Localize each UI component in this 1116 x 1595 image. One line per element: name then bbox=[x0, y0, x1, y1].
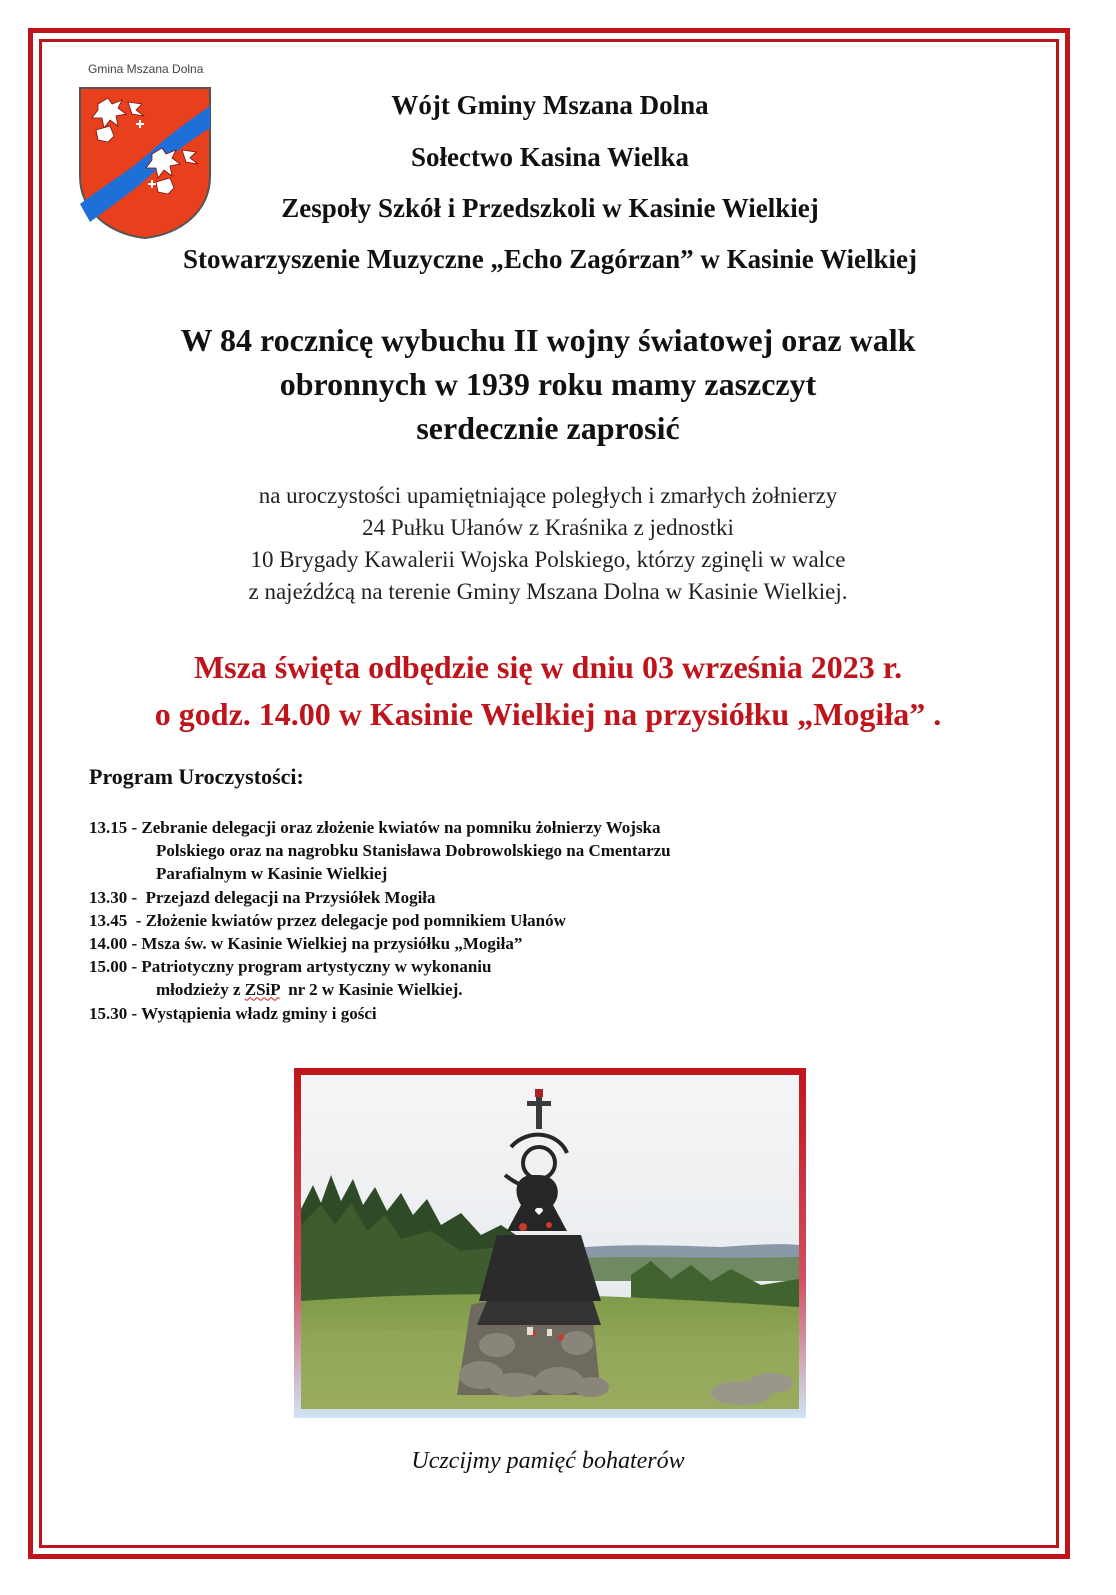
program-item bbox=[89, 932, 849, 955]
organizer-line: Sołectwo Kasina Wielka bbox=[410, 142, 690, 172]
headline-line: serdecznie zaprosić bbox=[416, 410, 680, 446]
program-item-line: 14.00 - Msza św. w Kasinie Wielkiej na przysiółku „Mogiła” bbox=[89, 934, 523, 954]
school-abbreviation: ZSiP bbox=[244, 980, 280, 1000]
program-title: Program Uroczystości: bbox=[89, 764, 304, 789]
description-line: z najeźdźcą na terenie Gminy Mszana Dolna w Kasinie Wielkiej. bbox=[248, 579, 848, 604]
program-item bbox=[89, 1002, 849, 1025]
mass-announcement-line: Msza święta odbędzie się w dniu 03 września 2023 r. bbox=[193, 649, 903, 685]
organizer-line: Zespoły Szkół i Przedszkoli w Kasinie Wielkiej bbox=[281, 193, 819, 223]
program-item-line: 13.15 - Zebranie delegacji oraz złożenie kwiatów na pomniku żołnierzy Wojska bbox=[89, 818, 661, 837]
description-line: 10 Brygady Kawalerii Wojska Polskiego, którzy zginęli w walce bbox=[250, 547, 846, 572]
headline-line: obronnych w 1939 roku mamy zaszczyt bbox=[279, 366, 817, 402]
closing-tagline: Uczcijmy pamięć bohaterów bbox=[411, 1448, 685, 1474]
organizer-line: Wójt Gminy Mszana Dolna bbox=[391, 90, 709, 120]
program-item bbox=[89, 816, 849, 886]
program-item-continuation bbox=[89, 978, 849, 1001]
program-item-line: 15.30 - Wystąpienia władz gminy i gości bbox=[89, 1003, 377, 1023]
description-line: na uroczystości upamiętniające poległych i zmarłych żołnierzy bbox=[258, 483, 838, 508]
program-text: nr 2 w Kasinie Wielkiej. bbox=[279, 980, 463, 1000]
program-item-line: 13.30 - Przejazd delegacji na Przysiółek Mogiła bbox=[89, 887, 436, 907]
description-line: 24 Pułku Ułanów z Kraśnika z jednostki bbox=[362, 515, 734, 540]
program-text: młodzieży z bbox=[156, 980, 245, 1000]
program-item bbox=[89, 909, 849, 932]
memorial-monument-photo bbox=[301, 1075, 799, 1409]
headline-line: W 84 rocznicę wybuchu II wojny światowej oraz walk bbox=[180, 322, 916, 358]
photo-frame bbox=[294, 1068, 806, 1418]
program-item-line: 15.00 - Patriotyczny program artystyczny w wykonaniu bbox=[89, 957, 492, 977]
program-item-continuation: Parafialnym w Kasinie Wielkiej bbox=[156, 864, 388, 884]
program-item-continuation: Polskiego oraz na nagrobku Stanisława Dobrowolskiego na Cmentarzu bbox=[156, 841, 671, 861]
program-item bbox=[89, 955, 849, 1001]
organizer-line: Stowarzyszenie Muzyczne „Echo Zagórzan” w Kasinie Wielkiej bbox=[183, 244, 917, 274]
program-item-line: 13.45 - Złożenie kwiatów przez delegacje pod pomnikiem Ułanów bbox=[89, 910, 566, 930]
mass-announcement-line: o godz. 14.00 w Kasinie Wielkiej na przysiółku „Mogiła” . bbox=[154, 696, 942, 732]
program-item bbox=[89, 886, 849, 909]
program-list bbox=[89, 816, 849, 1025]
logo-caption: Gmina Mszana Dolna bbox=[88, 62, 204, 76]
